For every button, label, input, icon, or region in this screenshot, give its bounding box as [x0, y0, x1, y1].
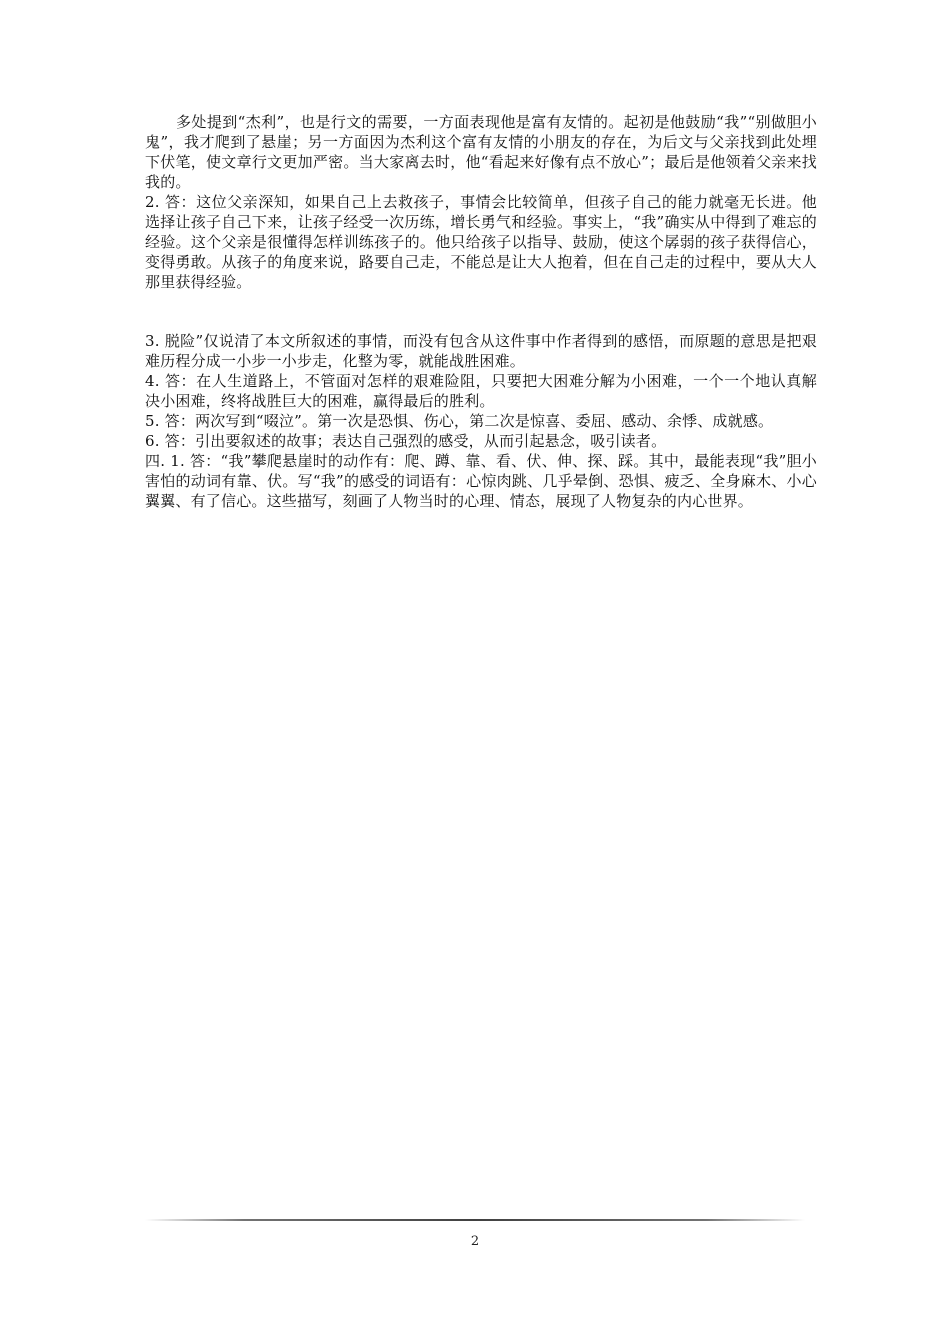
paragraph-jerry-analysis: 多处提到“杰利”，也是行文的需要，一方面表现他是富有友情的。起初是他鼓励“我”“别做胆小鬼”，我才爬到了悬崖；另一方面因为杰利这个富有友情的小朋友的存在，为后文与父亲找到此处埋下伏笔，使文章行文更加严密。当大家离去时，他“看起来好像有点不放心”；最后是他领着父亲来找我的。 — [145, 113, 817, 191]
paragraph-answer-3: 3. 脱险”仅说清了本文所叙述的事情，而没有包含从这件事中作者得到的感悟，而原题的意思是把艰难历程分成一小步一小步走，化整为零，就能战胜困难。 — [145, 332, 817, 370]
paragraph-gap — [145, 292, 817, 331]
paragraph-answer-5: 5. 答：两次写到“啜泣”。第一次是恐惧、伤心，第二次是惊喜、委屈、感动、余悸、成就感。 — [145, 412, 774, 430]
paragraph-answer-4: 4. 答：在人生道路上，不管面对怎样的艰难险阻，只要把大困难分解为小困难，一个一个地认真解决小困难，终将战胜巨大的困难，赢得最后的胜利。 — [145, 372, 817, 410]
footer-divider — [145, 1219, 805, 1221]
page-number: 2 — [470, 1234, 480, 1249]
paragraph-answer-6: 6. 答：引出要叙述的故事；表达自己强烈的感受，从而引起悬念，吸引读者。 — [145, 432, 667, 450]
paragraph-section-4-answer-1: 四. 1. 答：“我”攀爬悬崖时的动作有：爬、蹲、靠、看、伏、伸、探、踩。其中，最能表现“我”胆小害怕的动词有靠、伏。写“我”的感受的词语有：心惊肉跳、几乎晕倒、恐惧、疲乏、全身麻木、小心翼翼、有了信心。这些描写，刻画了人物当时的心理、情态，展现了人物复杂的内心世界。 — [145, 452, 817, 510]
answer-text-body — [145, 112, 817, 511]
paragraph-answer-2: 2. 答：这位父亲深知，如果自己上去救孩子，事情会比较简单，但孩子自己的能力就毫无长进。他选择让孩子自己下来，让孩子经受一次历练，增长勇气和经验。事实上，“我”确实从中得到了难忘的经验。这个父亲是很懂得怎样训练孩子的。他只给孩子以指导、鼓励，使这个孱弱的孩子获得信心，变得勇敢。从孩子的角度来说，路要自己走，不能总是让大人抱着，但在自己走的过程中，要从大人那里获得经验。 — [145, 193, 817, 291]
